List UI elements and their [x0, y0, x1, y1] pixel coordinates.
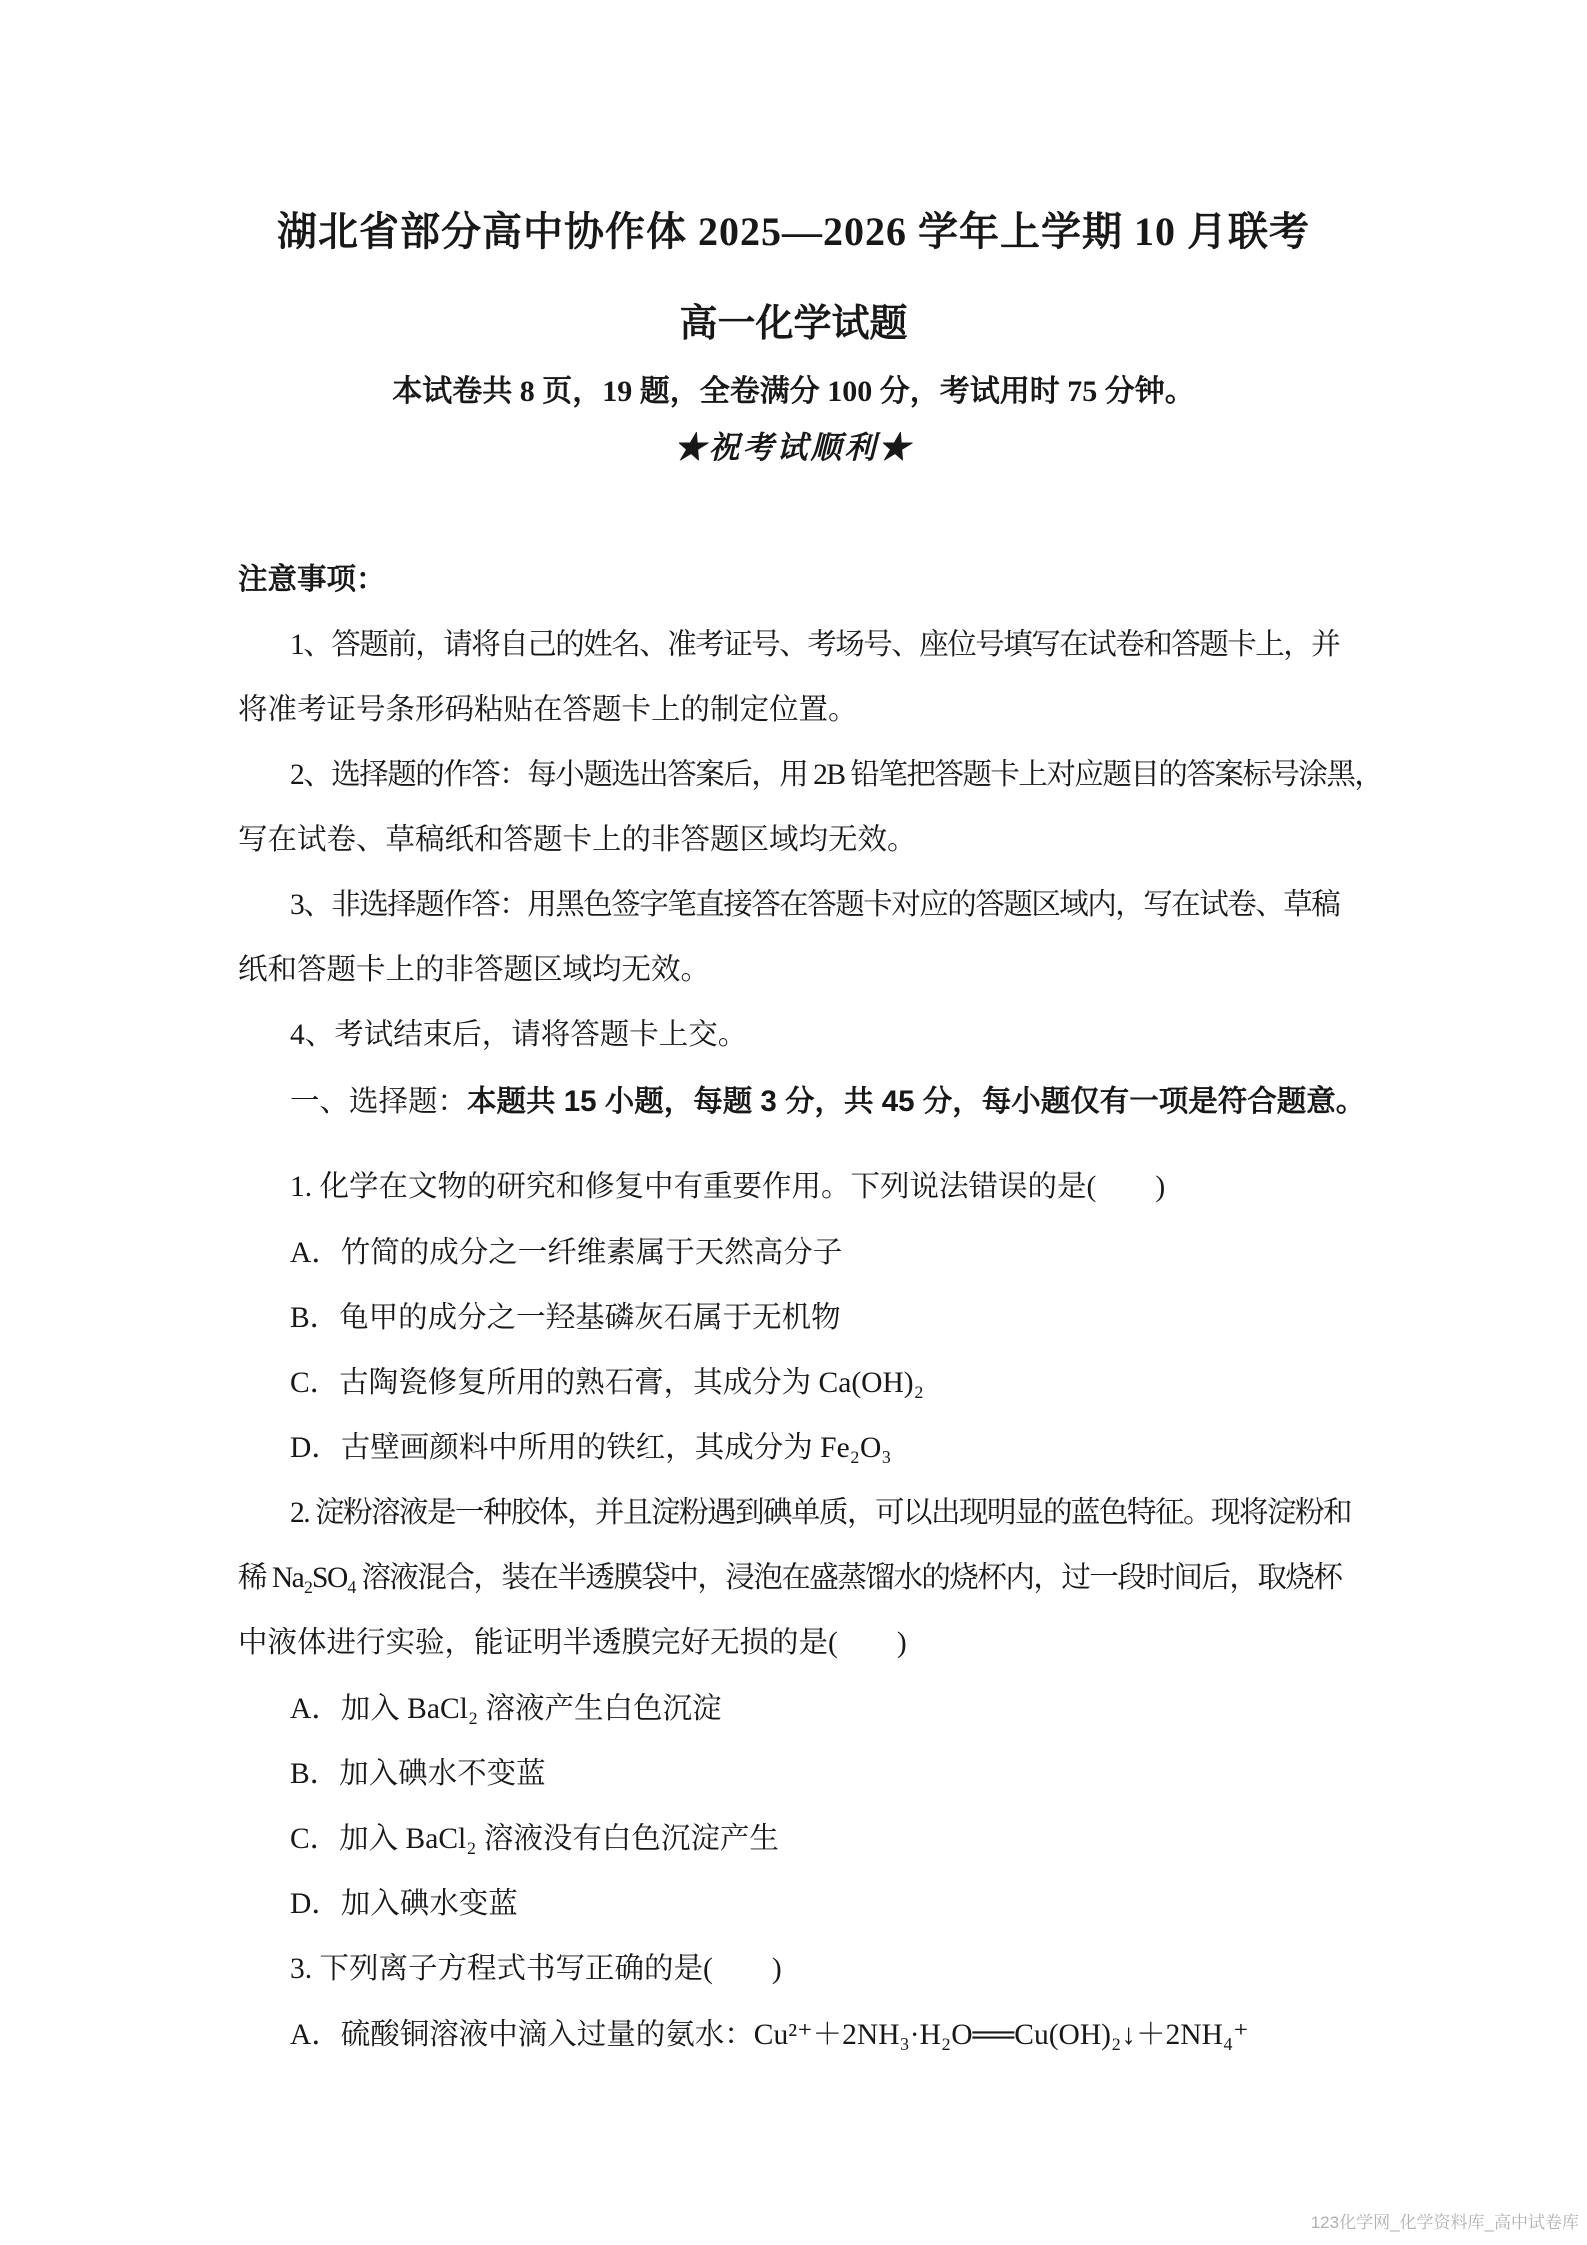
section-label: 一、选择题：	[290, 1086, 468, 1118]
question-1-option-b: B．龟甲的成分之一羟基磷灰石属于无机物	[290, 1302, 841, 1334]
question-2-option-a: A．加入 BaCl₂ 溶液产生白色沉淀	[290, 1693, 722, 1725]
watermark: 123化学网_化学资料库_高中试卷库	[1310, 2213, 1579, 2232]
notice-1-line-2: 将准考证号条形码粘贴在答题卡上的制定位置。	[238, 694, 858, 726]
question-2-option-b: B．加入碘水不变蓝	[290, 1758, 546, 1790]
section-header	[290, 1080, 1366, 1124]
notice-1-line-1: 1、答题前，请将自己的姓名、准考证号、考场号、座位号填写在试卷和答题卡上，并	[290, 629, 1340, 661]
notice-3-line-2: 纸和答题卡上的非答题区域均无效。	[238, 954, 711, 986]
question-1-option-c: C．古陶瓷修复所用的熟石膏，其成分为 Ca(OH)₂	[290, 1367, 924, 1399]
notice-4: 4、考试结束后，请将答题卡上交。	[290, 1019, 748, 1051]
question-2-option-c: C．加入 BaCl₂ 溶液没有白色沉淀产生	[290, 1823, 779, 1855]
question-3-option-a: A．硫酸铜溶液中滴入过量的氨水：Cu²⁺＋2NH₃·H₂O══Cu(OH)₂↓＋2NH₄⁺	[290, 2019, 1249, 2051]
exam-info-line: 本试卷共 8 页，19 题，全卷满分 100 分，考试用时 75 分钟。	[392, 375, 1195, 408]
question-2-stem-line-2: 稀 Na₂SO₄ 溶液混合，装在半透膜袋中，浸泡在盛蒸馏水的烧杯内，过一段时间后，取烧杯	[238, 1562, 1342, 1594]
question-2-stem-line-1: 2. 淀粉溶液是一种胶体，并且淀粉遇到碘单质，可以出现明显的蓝色特征。现将淀粉和	[290, 1497, 1352, 1529]
notice-2-line-1: 2、选择题的作答：每小题选出答案后，用 2B 铅笔把答题卡上对应题目的答案标号涂黑，	[290, 759, 1383, 791]
question-2-option-d: D．加入碘水变蓝	[290, 1888, 518, 1920]
question-3-stem: 3. 下列离子方程式书写正确的是( )	[290, 1953, 782, 1985]
question-1-stem: 1. 化学在文物的研究和修复中有重要作用。下列说法错误的是( )	[290, 1171, 1166, 1203]
section-desc: 本题共 15 小题，每题 3 分，共 45 分，每小题仅有一项是符合题意。	[467, 1085, 1366, 1118]
question-2-stem-line-3: 中液体进行实验，能证明半透膜完好无损的是( )	[238, 1627, 907, 1659]
exam-subtitle: 高一化学试题	[679, 303, 908, 345]
question-1-option-a: A．竹简的成分之一纤维素属于天然高分子	[290, 1237, 843, 1269]
blessing-line: ★祝考试顺利★	[674, 430, 913, 465]
notice-3-line-1: 3、非选择题作答：用黑色签字笔直接答在答题卡对应的答题区域内，写在试卷、草稿	[290, 889, 1340, 921]
exam-title: 湖北省部分高中协作体 2025—2026 学年上学期 10 月联考	[277, 209, 1310, 254]
notice-2-line-2: 写在试卷、草稿纸和答题卡上的非答题区域均无效。	[238, 824, 917, 856]
question-1-option-d: D．古壁画颜料中所用的铁红，其成分为 Fe₂O₃	[290, 1432, 892, 1464]
notices-heading: 注意事项：	[238, 564, 386, 596]
